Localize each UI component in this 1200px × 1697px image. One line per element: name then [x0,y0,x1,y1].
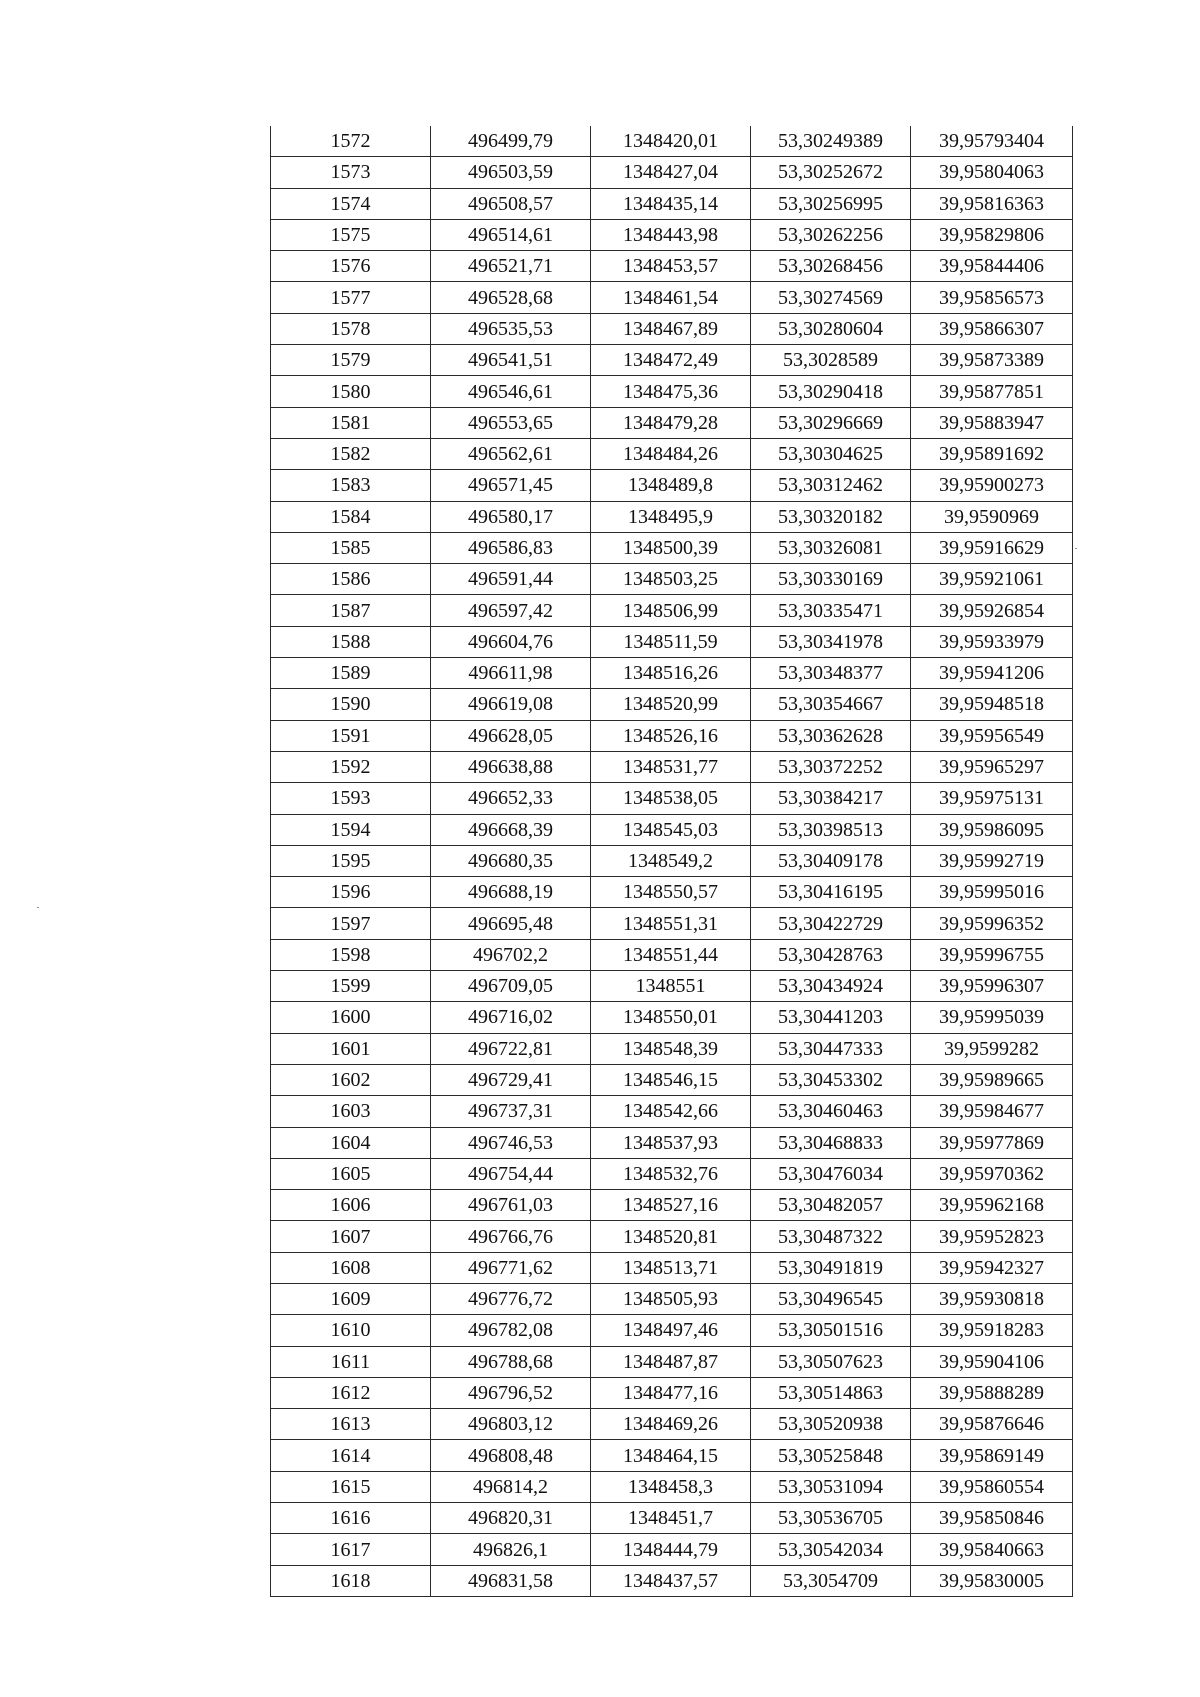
latitude-cell: 53,30262256 [751,219,911,250]
table-row [271,470,1073,501]
longitude-cell: 39,95975131 [911,783,1073,814]
x-coordinate-cell: 496597,42 [431,595,591,626]
latitude-cell: 53,30320182 [751,501,911,532]
x-coordinate-cell: 496688,19 [431,877,591,908]
latitude-cell: 53,30384217 [751,783,911,814]
point-number-cell: 1602 [271,1064,431,1095]
x-coordinate-cell: 496680,35 [431,845,591,876]
x-coordinate-cell: 496553,65 [431,407,591,438]
y-coordinate-cell: 1348461,54 [591,282,751,313]
x-coordinate-cell: 496546,61 [431,376,591,407]
table-row [271,345,1073,376]
longitude-cell: 39,95891692 [911,438,1073,469]
latitude-cell: 53,30304625 [751,438,911,469]
point-number-cell: 1581 [271,407,431,438]
longitude-cell: 39,95962168 [911,1190,1073,1221]
point-number-cell: 1576 [271,251,431,282]
y-coordinate-cell: 1348531,77 [591,751,751,782]
table-row [271,1440,1073,1471]
y-coordinate-cell: 1348532,76 [591,1158,751,1189]
point-number-cell: 1572 [271,126,431,157]
x-coordinate-cell: 496776,72 [431,1283,591,1314]
latitude-cell: 53,30525848 [751,1440,911,1471]
point-number-cell: 1595 [271,845,431,876]
x-coordinate-cell: 496808,48 [431,1440,591,1471]
y-coordinate-cell: 1348453,57 [591,251,751,282]
latitude-cell: 53,30330169 [751,564,911,595]
point-number-cell: 1603 [271,1096,431,1127]
longitude-cell: 39,95942327 [911,1252,1073,1283]
latitude-cell: 53,30268456 [751,251,911,282]
latitude-cell: 53,30416195 [751,877,911,908]
longitude-cell: 39,95933979 [911,626,1073,657]
latitude-cell: 53,30398513 [751,814,911,845]
x-coordinate-cell: 496782,08 [431,1315,591,1346]
latitude-cell: 53,30468833 [751,1127,911,1158]
x-coordinate-cell: 496628,05 [431,720,591,751]
x-coordinate-cell: 496695,48 [431,908,591,939]
point-number-cell: 1604 [271,1127,431,1158]
longitude-cell: 39,95926854 [911,595,1073,626]
x-coordinate-cell: 496831,58 [431,1565,591,1596]
y-coordinate-cell: 1348503,25 [591,564,751,595]
point-number-cell: 1605 [271,1158,431,1189]
x-coordinate-cell: 496820,31 [431,1503,591,1534]
y-coordinate-cell: 1348479,28 [591,407,751,438]
y-coordinate-cell: 1348435,14 [591,188,751,219]
point-number-cell: 1610 [271,1315,431,1346]
table-row [271,751,1073,782]
longitude-cell: 39,95900273 [911,470,1073,501]
table-row [271,1315,1073,1346]
latitude-cell: 53,30460463 [751,1096,911,1127]
latitude-cell: 53,30335471 [751,595,911,626]
x-coordinate-cell: 496611,98 [431,658,591,689]
latitude-cell: 53,30491819 [751,1252,911,1283]
point-number-cell: 1606 [271,1190,431,1221]
latitude-cell: 53,30501516 [751,1315,911,1346]
y-coordinate-cell: 1348542,66 [591,1096,751,1127]
y-coordinate-cell: 1348506,99 [591,595,751,626]
y-coordinate-cell: 1348546,15 [591,1064,751,1095]
table-row [271,1002,1073,1033]
longitude-cell: 39,95992719 [911,845,1073,876]
longitude-cell: 39,95996352 [911,908,1073,939]
y-coordinate-cell: 1348469,26 [591,1409,751,1440]
table-row [271,1534,1073,1565]
x-coordinate-cell: 496716,02 [431,1002,591,1033]
longitude-cell: 39,95941206 [911,658,1073,689]
latitude-cell: 53,30348377 [751,658,911,689]
point-number-cell: 1584 [271,501,431,532]
latitude-cell: 53,30312462 [751,470,911,501]
point-number-cell: 1577 [271,282,431,313]
table-row [271,501,1073,532]
y-coordinate-cell: 1348500,39 [591,532,751,563]
point-number-cell: 1596 [271,877,431,908]
point-number-cell: 1601 [271,1033,431,1064]
longitude-cell: 39,9590969 [911,501,1073,532]
scan-speck [37,907,39,908]
x-coordinate-cell: 496826,1 [431,1534,591,1565]
y-coordinate-cell: 1348551,31 [591,908,751,939]
point-number-cell: 1590 [271,689,431,720]
x-coordinate-cell: 496652,33 [431,783,591,814]
y-coordinate-cell: 1348467,89 [591,313,751,344]
latitude-cell: 53,30441203 [751,1002,911,1033]
latitude-cell: 53,30434924 [751,971,911,1002]
y-coordinate-cell: 1348472,49 [591,345,751,376]
x-coordinate-cell: 496796,52 [431,1377,591,1408]
latitude-cell: 53,30274569 [751,282,911,313]
longitude-cell: 39,95850846 [911,1503,1073,1534]
point-number-cell: 1580 [271,376,431,407]
y-coordinate-cell: 1348464,15 [591,1440,751,1471]
point-number-cell: 1588 [271,626,431,657]
latitude-cell: 53,30482057 [751,1190,911,1221]
y-coordinate-cell: 1348420,01 [591,126,751,157]
longitude-cell: 39,95869149 [911,1440,1073,1471]
y-coordinate-cell: 1348516,26 [591,658,751,689]
longitude-cell: 39,95866307 [911,313,1073,344]
table-row [271,939,1073,970]
y-coordinate-cell: 1348505,93 [591,1283,751,1314]
table-row [271,1377,1073,1408]
latitude-cell: 53,3054709 [751,1565,911,1596]
y-coordinate-cell: 1348451,7 [591,1503,751,1534]
x-coordinate-cell: 496508,57 [431,188,591,219]
point-number-cell: 1578 [271,313,431,344]
point-number-cell: 1589 [271,658,431,689]
table-row [271,595,1073,626]
latitude-cell: 53,30542034 [751,1534,911,1565]
point-number-cell: 1575 [271,219,431,250]
y-coordinate-cell: 1348427,04 [591,157,751,188]
table-row [271,564,1073,595]
y-coordinate-cell: 1348527,16 [591,1190,751,1221]
latitude-cell: 53,30531094 [751,1471,911,1502]
longitude-cell: 39,95995039 [911,1002,1073,1033]
latitude-cell: 53,30514863 [751,1377,911,1408]
y-coordinate-cell: 1348475,36 [591,376,751,407]
latitude-cell: 53,30341978 [751,626,911,657]
point-number-cell: 1612 [271,1377,431,1408]
longitude-cell: 39,95989665 [911,1064,1073,1095]
latitude-cell: 53,30487322 [751,1221,911,1252]
y-coordinate-cell: 1348444,79 [591,1534,751,1565]
latitude-cell: 53,30507623 [751,1346,911,1377]
x-coordinate-cell: 496746,53 [431,1127,591,1158]
x-coordinate-cell: 496638,88 [431,751,591,782]
latitude-cell: 53,30409178 [751,845,911,876]
latitude-cell: 53,30256995 [751,188,911,219]
point-number-cell: 1618 [271,1565,431,1596]
x-coordinate-cell: 496788,68 [431,1346,591,1377]
longitude-cell: 39,95977869 [911,1127,1073,1158]
point-number-cell: 1608 [271,1252,431,1283]
latitude-cell: 53,30536705 [751,1503,911,1534]
x-coordinate-cell: 496702,2 [431,939,591,970]
longitude-cell: 39,95995016 [911,877,1073,908]
latitude-cell: 53,30428763 [751,939,911,970]
table-row [271,126,1073,157]
point-number-cell: 1579 [271,345,431,376]
longitude-cell: 39,95996307 [911,971,1073,1002]
point-number-cell: 1593 [271,783,431,814]
table-row [271,313,1073,344]
y-coordinate-cell: 1348551,44 [591,939,751,970]
point-number-cell: 1599 [271,971,431,1002]
latitude-cell: 53,30372252 [751,751,911,782]
y-coordinate-cell: 1348495,9 [591,501,751,532]
point-number-cell: 1583 [271,470,431,501]
table-row [271,689,1073,720]
longitude-cell: 39,95970362 [911,1158,1073,1189]
y-coordinate-cell: 1348437,57 [591,1565,751,1596]
table-row [271,219,1073,250]
longitude-cell: 39,95984677 [911,1096,1073,1127]
table-row [271,1221,1073,1252]
table-row [271,376,1073,407]
x-coordinate-cell: 496586,83 [431,532,591,563]
longitude-cell: 39,95888289 [911,1377,1073,1408]
x-coordinate-cell: 496535,53 [431,313,591,344]
latitude-cell: 53,30326081 [751,532,911,563]
longitude-cell: 39,95830005 [911,1565,1073,1596]
x-coordinate-cell: 496754,44 [431,1158,591,1189]
latitude-cell: 53,30476034 [751,1158,911,1189]
table-row [271,1096,1073,1127]
table-row [271,1283,1073,1314]
longitude-cell: 39,9599282 [911,1033,1073,1064]
table-row [271,1033,1073,1064]
longitude-cell: 39,95840663 [911,1534,1073,1565]
longitude-cell: 39,95916629 [911,532,1073,563]
point-number-cell: 1591 [271,720,431,751]
point-number-cell: 1615 [271,1471,431,1502]
point-number-cell: 1574 [271,188,431,219]
y-coordinate-cell: 1348545,03 [591,814,751,845]
longitude-cell: 39,95883947 [911,407,1073,438]
table-row [271,438,1073,469]
latitude-cell: 53,30362628 [751,720,911,751]
longitude-cell: 39,95856573 [911,282,1073,313]
point-number-cell: 1598 [271,939,431,970]
x-coordinate-cell: 496814,2 [431,1471,591,1502]
table-row [271,845,1073,876]
point-number-cell: 1600 [271,1002,431,1033]
longitude-cell: 39,95829806 [911,219,1073,250]
y-coordinate-cell: 1348537,93 [591,1127,751,1158]
latitude-cell: 53,30422729 [751,908,911,939]
table-row [271,971,1073,1002]
point-number-cell: 1611 [271,1346,431,1377]
longitude-cell: 39,95986095 [911,814,1073,845]
table-row [271,157,1073,188]
scan-speck [1075,548,1077,549]
x-coordinate-cell: 496722,81 [431,1033,591,1064]
latitude-cell: 53,30447333 [751,1033,911,1064]
longitude-cell: 39,95860554 [911,1471,1073,1502]
x-coordinate-cell: 496766,76 [431,1221,591,1252]
y-coordinate-cell: 1348551 [591,971,751,1002]
x-coordinate-cell: 496571,45 [431,470,591,501]
point-number-cell: 1582 [271,438,431,469]
x-coordinate-cell: 496668,39 [431,814,591,845]
longitude-cell: 39,95793404 [911,126,1073,157]
x-coordinate-cell: 496591,44 [431,564,591,595]
table-row [271,877,1073,908]
y-coordinate-cell: 1348511,59 [591,626,751,657]
table-row [271,658,1073,689]
latitude-cell: 53,30296669 [751,407,911,438]
y-coordinate-cell: 1348497,46 [591,1315,751,1346]
point-number-cell: 1614 [271,1440,431,1471]
latitude-cell: 53,30354667 [751,689,911,720]
table-row [271,814,1073,845]
x-coordinate-cell: 496709,05 [431,971,591,1002]
table-row [271,626,1073,657]
y-coordinate-cell: 1348520,99 [591,689,751,720]
latitude-cell: 53,30453302 [751,1064,911,1095]
longitude-cell: 39,95877851 [911,376,1073,407]
table-row [271,282,1073,313]
point-number-cell: 1586 [271,564,431,595]
longitude-cell: 39,95948518 [911,689,1073,720]
table-row [271,1471,1073,1502]
table-row [271,1158,1073,1189]
longitude-cell: 39,95804063 [911,157,1073,188]
table-row [271,783,1073,814]
longitude-cell: 39,95996755 [911,939,1073,970]
x-coordinate-cell: 496503,59 [431,157,591,188]
table-row [271,407,1073,438]
point-number-cell: 1617 [271,1534,431,1565]
latitude-cell: 53,30280604 [751,313,911,344]
point-number-cell: 1594 [271,814,431,845]
point-number-cell: 1573 [271,157,431,188]
coordinates-table [270,126,1073,1597]
y-coordinate-cell: 1348538,05 [591,783,751,814]
table-row [271,908,1073,939]
longitude-cell: 39,95873389 [911,345,1073,376]
x-coordinate-cell: 496580,17 [431,501,591,532]
x-coordinate-cell: 496619,08 [431,689,591,720]
latitude-cell: 53,30252672 [751,157,911,188]
latitude-cell: 53,30496545 [751,1283,911,1314]
point-number-cell: 1609 [271,1283,431,1314]
y-coordinate-cell: 1348550,01 [591,1002,751,1033]
x-coordinate-cell: 496514,61 [431,219,591,250]
longitude-cell: 39,95816363 [911,188,1073,219]
y-coordinate-cell: 1348513,71 [591,1252,751,1283]
table-row [271,251,1073,282]
x-coordinate-cell: 496761,03 [431,1190,591,1221]
point-number-cell: 1587 [271,595,431,626]
longitude-cell: 39,95956549 [911,720,1073,751]
table-row [271,1503,1073,1534]
point-number-cell: 1613 [271,1409,431,1440]
y-coordinate-cell: 1348549,2 [591,845,751,876]
y-coordinate-cell: 1348548,39 [591,1033,751,1064]
latitude-cell: 53,30520938 [751,1409,911,1440]
table-row [271,1127,1073,1158]
table-row [271,1409,1073,1440]
table-row [271,188,1073,219]
x-coordinate-cell: 496604,76 [431,626,591,657]
y-coordinate-cell: 1348526,16 [591,720,751,751]
table-row [271,1064,1073,1095]
latitude-cell: 53,3028589 [751,345,911,376]
x-coordinate-cell: 496521,71 [431,251,591,282]
x-coordinate-cell: 496737,31 [431,1096,591,1127]
table-row [271,532,1073,563]
point-number-cell: 1616 [271,1503,431,1534]
point-number-cell: 1597 [271,908,431,939]
point-number-cell: 1607 [271,1221,431,1252]
table-row [271,720,1073,751]
x-coordinate-cell: 496729,41 [431,1064,591,1095]
y-coordinate-cell: 1348487,87 [591,1346,751,1377]
latitude-cell: 53,30249389 [751,126,911,157]
longitude-cell: 39,95952823 [911,1221,1073,1252]
latitude-cell: 53,30290418 [751,376,911,407]
point-number-cell: 1585 [271,532,431,563]
x-coordinate-cell: 496499,79 [431,126,591,157]
table-row [271,1252,1073,1283]
y-coordinate-cell: 1348443,98 [591,219,751,250]
x-coordinate-cell: 496771,62 [431,1252,591,1283]
y-coordinate-cell: 1348489,8 [591,470,751,501]
longitude-cell: 39,95904106 [911,1346,1073,1377]
longitude-cell: 39,95930818 [911,1283,1073,1314]
point-number-cell: 1592 [271,751,431,782]
x-coordinate-cell: 496803,12 [431,1409,591,1440]
y-coordinate-cell: 1348484,26 [591,438,751,469]
x-coordinate-cell: 496562,61 [431,438,591,469]
y-coordinate-cell: 1348550,57 [591,877,751,908]
longitude-cell: 39,95844406 [911,251,1073,282]
y-coordinate-cell: 1348458,3 [591,1471,751,1502]
table-row [271,1190,1073,1221]
x-coordinate-cell: 496541,51 [431,345,591,376]
coordinates-table-body [271,126,1073,1596]
y-coordinate-cell: 1348520,81 [591,1221,751,1252]
longitude-cell: 39,95921061 [911,564,1073,595]
table-row [271,1346,1073,1377]
longitude-cell: 39,95876646 [911,1409,1073,1440]
y-coordinate-cell: 1348477,16 [591,1377,751,1408]
longitude-cell: 39,95918283 [911,1315,1073,1346]
x-coordinate-cell: 496528,68 [431,282,591,313]
table-row [271,1565,1073,1596]
longitude-cell: 39,95965297 [911,751,1073,782]
